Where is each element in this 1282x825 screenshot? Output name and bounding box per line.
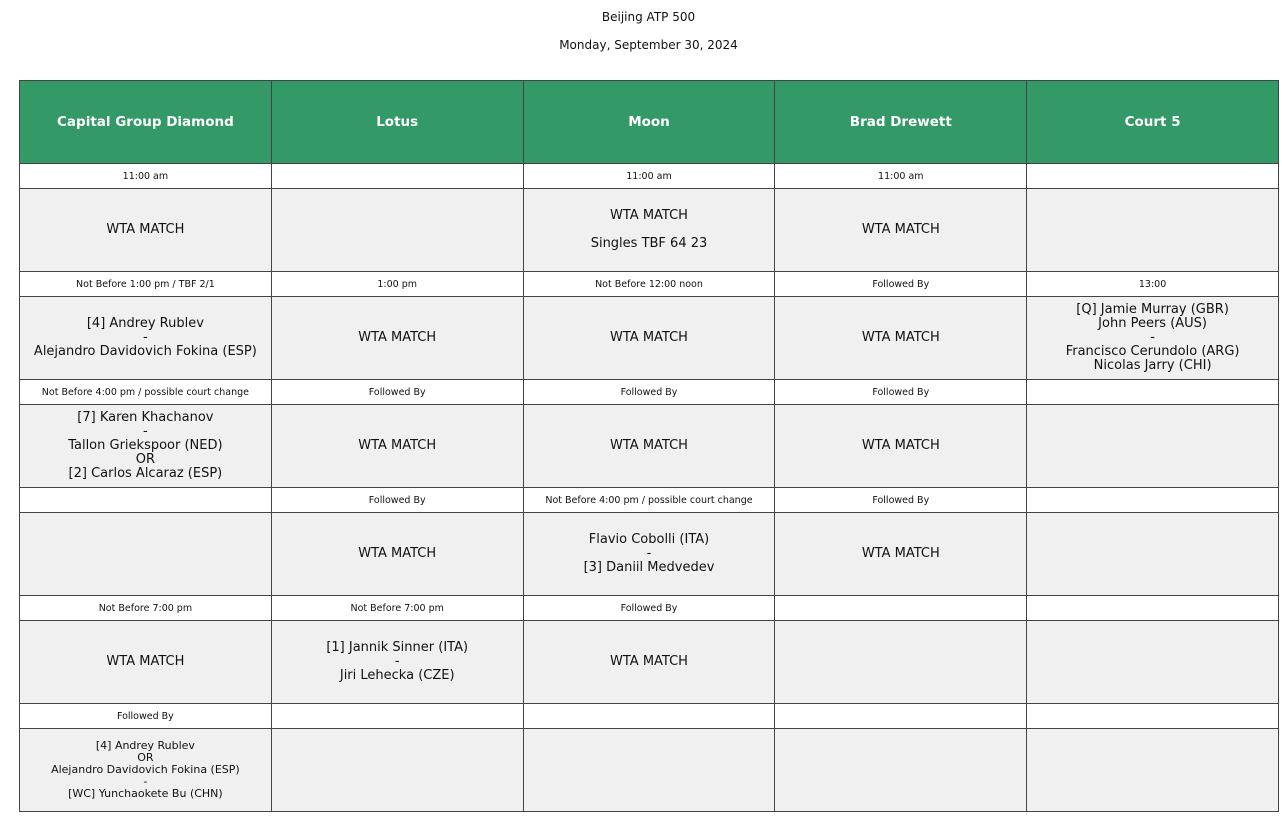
time-cell: Followed By [775, 380, 1027, 405]
time-cell [20, 488, 272, 513]
match-cell [1027, 729, 1279, 812]
court-header: Brad Drewett [775, 81, 1027, 164]
match-cell [523, 729, 775, 812]
time-cell: Followed By [523, 380, 775, 405]
match-row [20, 405, 1279, 488]
match-cell [1027, 405, 1279, 488]
time-cell: 11:00 am [523, 164, 775, 189]
match-cell: WTA MATCH [775, 405, 1027, 488]
order-of-play-table [19, 80, 1279, 812]
match-cell: WTA MATCH [775, 297, 1027, 380]
time-cell: Followed By [775, 488, 1027, 513]
time-cell [1027, 488, 1279, 513]
match-row [20, 189, 1279, 272]
match-cell: WTA MATCH [271, 513, 523, 596]
time-cell: Followed By [20, 704, 272, 729]
court-header: Moon [523, 81, 775, 164]
time-cell [775, 704, 1027, 729]
match-cell: WTA MATCH [775, 189, 1027, 272]
time-cell [523, 704, 775, 729]
match-cell [775, 621, 1027, 704]
match-cell [271, 189, 523, 272]
match-cell: [4] Andrey Rublev OR Alejandro Davidovich Fokina (ESP) - [WC] Yunchaokete Bu (CHN) [20, 729, 272, 812]
time-cell: 13:00 [1027, 272, 1279, 297]
time-cell: 1:00 pm [271, 272, 523, 297]
match-cell: WTA MATCH [20, 621, 272, 704]
match-cell: [1] Jannik Sinner (ITA) - Jiri Lehecka (CZE) [271, 621, 523, 704]
time-cell: Not Before 4:00 pm / possible court change [523, 488, 775, 513]
match-row [20, 729, 1279, 812]
time-cell: Followed By [775, 272, 1027, 297]
match-cell: WTA MATCH [271, 297, 523, 380]
match-cell: WTA MATCH [271, 405, 523, 488]
court-header: Lotus [271, 81, 523, 164]
match-cell: Flavio Cobolli (ITA) - [3] Daniil Medvedev [523, 513, 775, 596]
time-row [20, 272, 1279, 297]
match-row [20, 513, 1279, 596]
match-row [20, 621, 1279, 704]
time-row [20, 164, 1279, 189]
time-row [20, 704, 1279, 729]
match-cell: [7] Karen Khachanov - Tallon Griekspoor (NED) OR [2] Carlos Alcaraz (ESP) [20, 405, 272, 488]
match-cell: WTA MATCH [523, 621, 775, 704]
court-header: Capital Group Diamond [20, 81, 272, 164]
time-cell: 11:00 am [20, 164, 272, 189]
match-cell: WTA MATCH [775, 513, 1027, 596]
match-cell: [4] Andrey Rublev - Alejandro Davidovich Fokina (ESP) [20, 297, 272, 380]
match-cell: [Q] Jamie Murray (GBR) John Peers (AUS) - Francisco Cerundolo (ARG) Nicolas Jarry (CHI) [1027, 297, 1279, 380]
time-row [20, 380, 1279, 405]
match-cell [20, 513, 272, 596]
match-cell [271, 729, 523, 812]
schedule-body [20, 164, 1279, 812]
match-cell: WTA MATCH Singles TBF 64 23 [523, 189, 775, 272]
time-cell: Followed By [271, 380, 523, 405]
time-cell [271, 164, 523, 189]
match-cell: WTA MATCH [20, 189, 272, 272]
tournament-title: Beijing ATP 500 [601, 10, 696, 24]
time-cell: Not Before 12:00 noon [523, 272, 775, 297]
time-cell [1027, 380, 1279, 405]
match-cell: WTA MATCH [523, 405, 775, 488]
time-cell [1027, 704, 1279, 729]
time-cell [1027, 164, 1279, 189]
court-header-row [20, 81, 1279, 164]
match-cell [1027, 189, 1279, 272]
time-cell [775, 596, 1027, 621]
time-cell [1027, 596, 1279, 621]
time-row [20, 488, 1279, 513]
time-cell [271, 704, 523, 729]
match-row [20, 297, 1279, 380]
match-cell [1027, 621, 1279, 704]
match-cell: WTA MATCH [523, 297, 775, 380]
time-row [20, 596, 1279, 621]
court-header: Court 5 [1027, 81, 1279, 164]
match-cell [775, 729, 1027, 812]
time-cell: Followed By [523, 596, 775, 621]
time-cell: Not Before 7:00 pm [20, 596, 272, 621]
schedule-date: Monday, September 30, 2024 [559, 38, 738, 52]
time-cell: Not Before 4:00 pm / possible court change [20, 380, 272, 405]
time-cell: Not Before 7:00 pm [271, 596, 523, 621]
time-cell: Not Before 1:00 pm / TBF 2/1 [20, 272, 272, 297]
time-cell: 11:00 am [775, 164, 1027, 189]
match-cell [1027, 513, 1279, 596]
time-cell: Followed By [271, 488, 523, 513]
